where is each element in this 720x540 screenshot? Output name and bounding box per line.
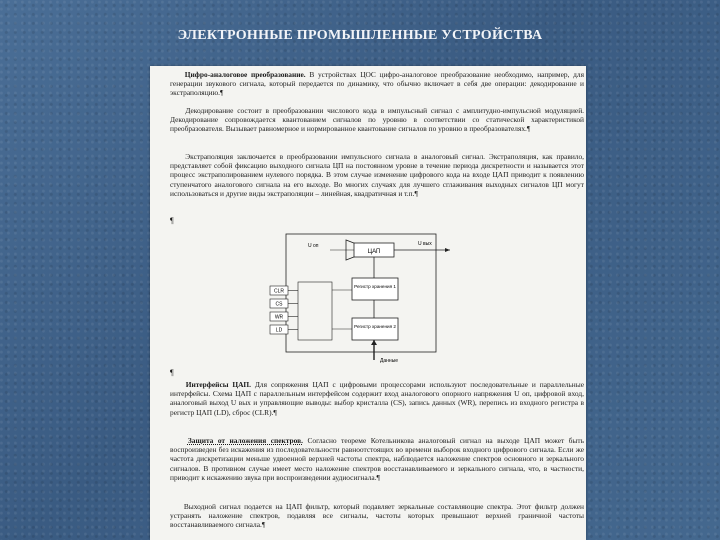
paragraph-heading: Цифро-аналоговое преобразование. (184, 70, 306, 79)
paragraph-text: Для сопряжения ЦАП с цифровыми процессорами используют последовательные и параллельные интерфейсы. Схема ЦАП с параллельным интерфейсом содержит вход аналогового опорного напряжения U оп, цифровой вход, аналоговый выход U вых и управляющие выводы: выбор кристалла (CS), запись данных (WR), перепись из входного регистра в регистр ЦАП (LD), сброс (CLR).¶ (170, 380, 584, 417)
paragraph-dac-conversion (170, 70, 584, 98)
document-page (150, 66, 586, 540)
paragraph-decoding (170, 106, 584, 134)
paragraph-filter (170, 502, 584, 530)
pin-wr-label: WR (274, 314, 284, 321)
pilcrow-mark: ¶ (170, 368, 174, 377)
data-input-label: Данные (380, 358, 399, 364)
pin-cs-label: CS (275, 301, 283, 308)
paragraph-text: Декодирование состоит в преобразовании числового кода в импульсный сигнал с амплитудно-импульсной модуляцией. Декодирование сопровождается квантованием сигналов по уровню в соответствии со статической характеристикой преобразователя. Вызывает равномерное и нормированное квантование сигналов по уровню в преобразователях.¶ (170, 106, 585, 134)
paragraph-text: Согласно теореме Котельникова аналоговый сигнал на выходе ЦАП может быть воспроизведен без искажения из последовательности равноотстоящих во времени выборок входного цифрового сигнала. Если же частота дискретизации меньше удвоенной верхней частоты спектра, наблюдается наложение спектров основного и зеркального сигналов. В противном случае имеет место наложение спектров восстанавливаемого и зеркального сигнала, что, в частности, приводит к искажению звука при воспроизведении аудиосигнала.¶ (170, 436, 585, 482)
vref-label: U оп (308, 243, 319, 249)
dac-block-label: ЦАП (367, 249, 381, 255)
register-1-block (352, 278, 398, 300)
paragraph-heading: Интерфейсы ЦАП. (185, 380, 251, 389)
paragraph-heading: Защита от наложения спектров. (187, 436, 303, 445)
paragraph-dac-interfaces (170, 380, 584, 417)
control-pins (270, 286, 298, 334)
slide-title: ЭЛЕКТРОННЫЕ ПРОМЫШЛЕННЫЕ УСТРОЙСТВА (177, 28, 543, 43)
register-2-block (352, 318, 398, 340)
register-2-label: Регистр хранения 2 (354, 324, 396, 329)
pin-clr-label: CLR (273, 288, 285, 295)
paragraph-text: В устройствах ЦОС цифро-аналоговое преобразование необходимо, например, для генерации звукового сигнала, который передается по динамику, что обычно включает в себя две операции: декодирование и экстраполяцию.¶ (170, 70, 584, 98)
pilcrow-mark: ¶ (170, 216, 174, 225)
paragraph-text: Выходной сигнал подается на ЦАП фильтр, который подавляет зеркальные составляющие спектра. Этот фильтр должен устранять наложение спектров, подавляя все сигналы, частоты которых превышают верхней граничной частоты восстанавливаемого сигнала.¶ (170, 502, 585, 530)
paragraph-aliasing (170, 436, 584, 482)
paragraph-text: Экстраполяция заключается в преобразовании импульсного сигнала в аналоговый сигнал. Экстраполяция, как правило, представляет собой фиксацию выходного сигнала ЦП на постоянном уровне в течение периода дискретности и называется этот процесс экстраполированием нулевого порядка. В этом случае изменение цифрового кода на входе ЦАП приводит к появлению ступенчатого аналогового сигнала на его выходе. Во многих случаях для лучшего сглаживания выходных сигналов ЦП могут использоваться и другие виды экстраполяции – линейная, квадратичная и т.п.¶ (170, 152, 585, 198)
dac-block-diagram (268, 230, 454, 366)
paragraph-extrapolation (170, 152, 584, 198)
vout-label: U вых (418, 241, 432, 247)
pin-ld-label: LD (275, 327, 283, 334)
control-logic-block (298, 282, 332, 340)
register-1-label: Регистр хранения 1 (354, 284, 396, 289)
